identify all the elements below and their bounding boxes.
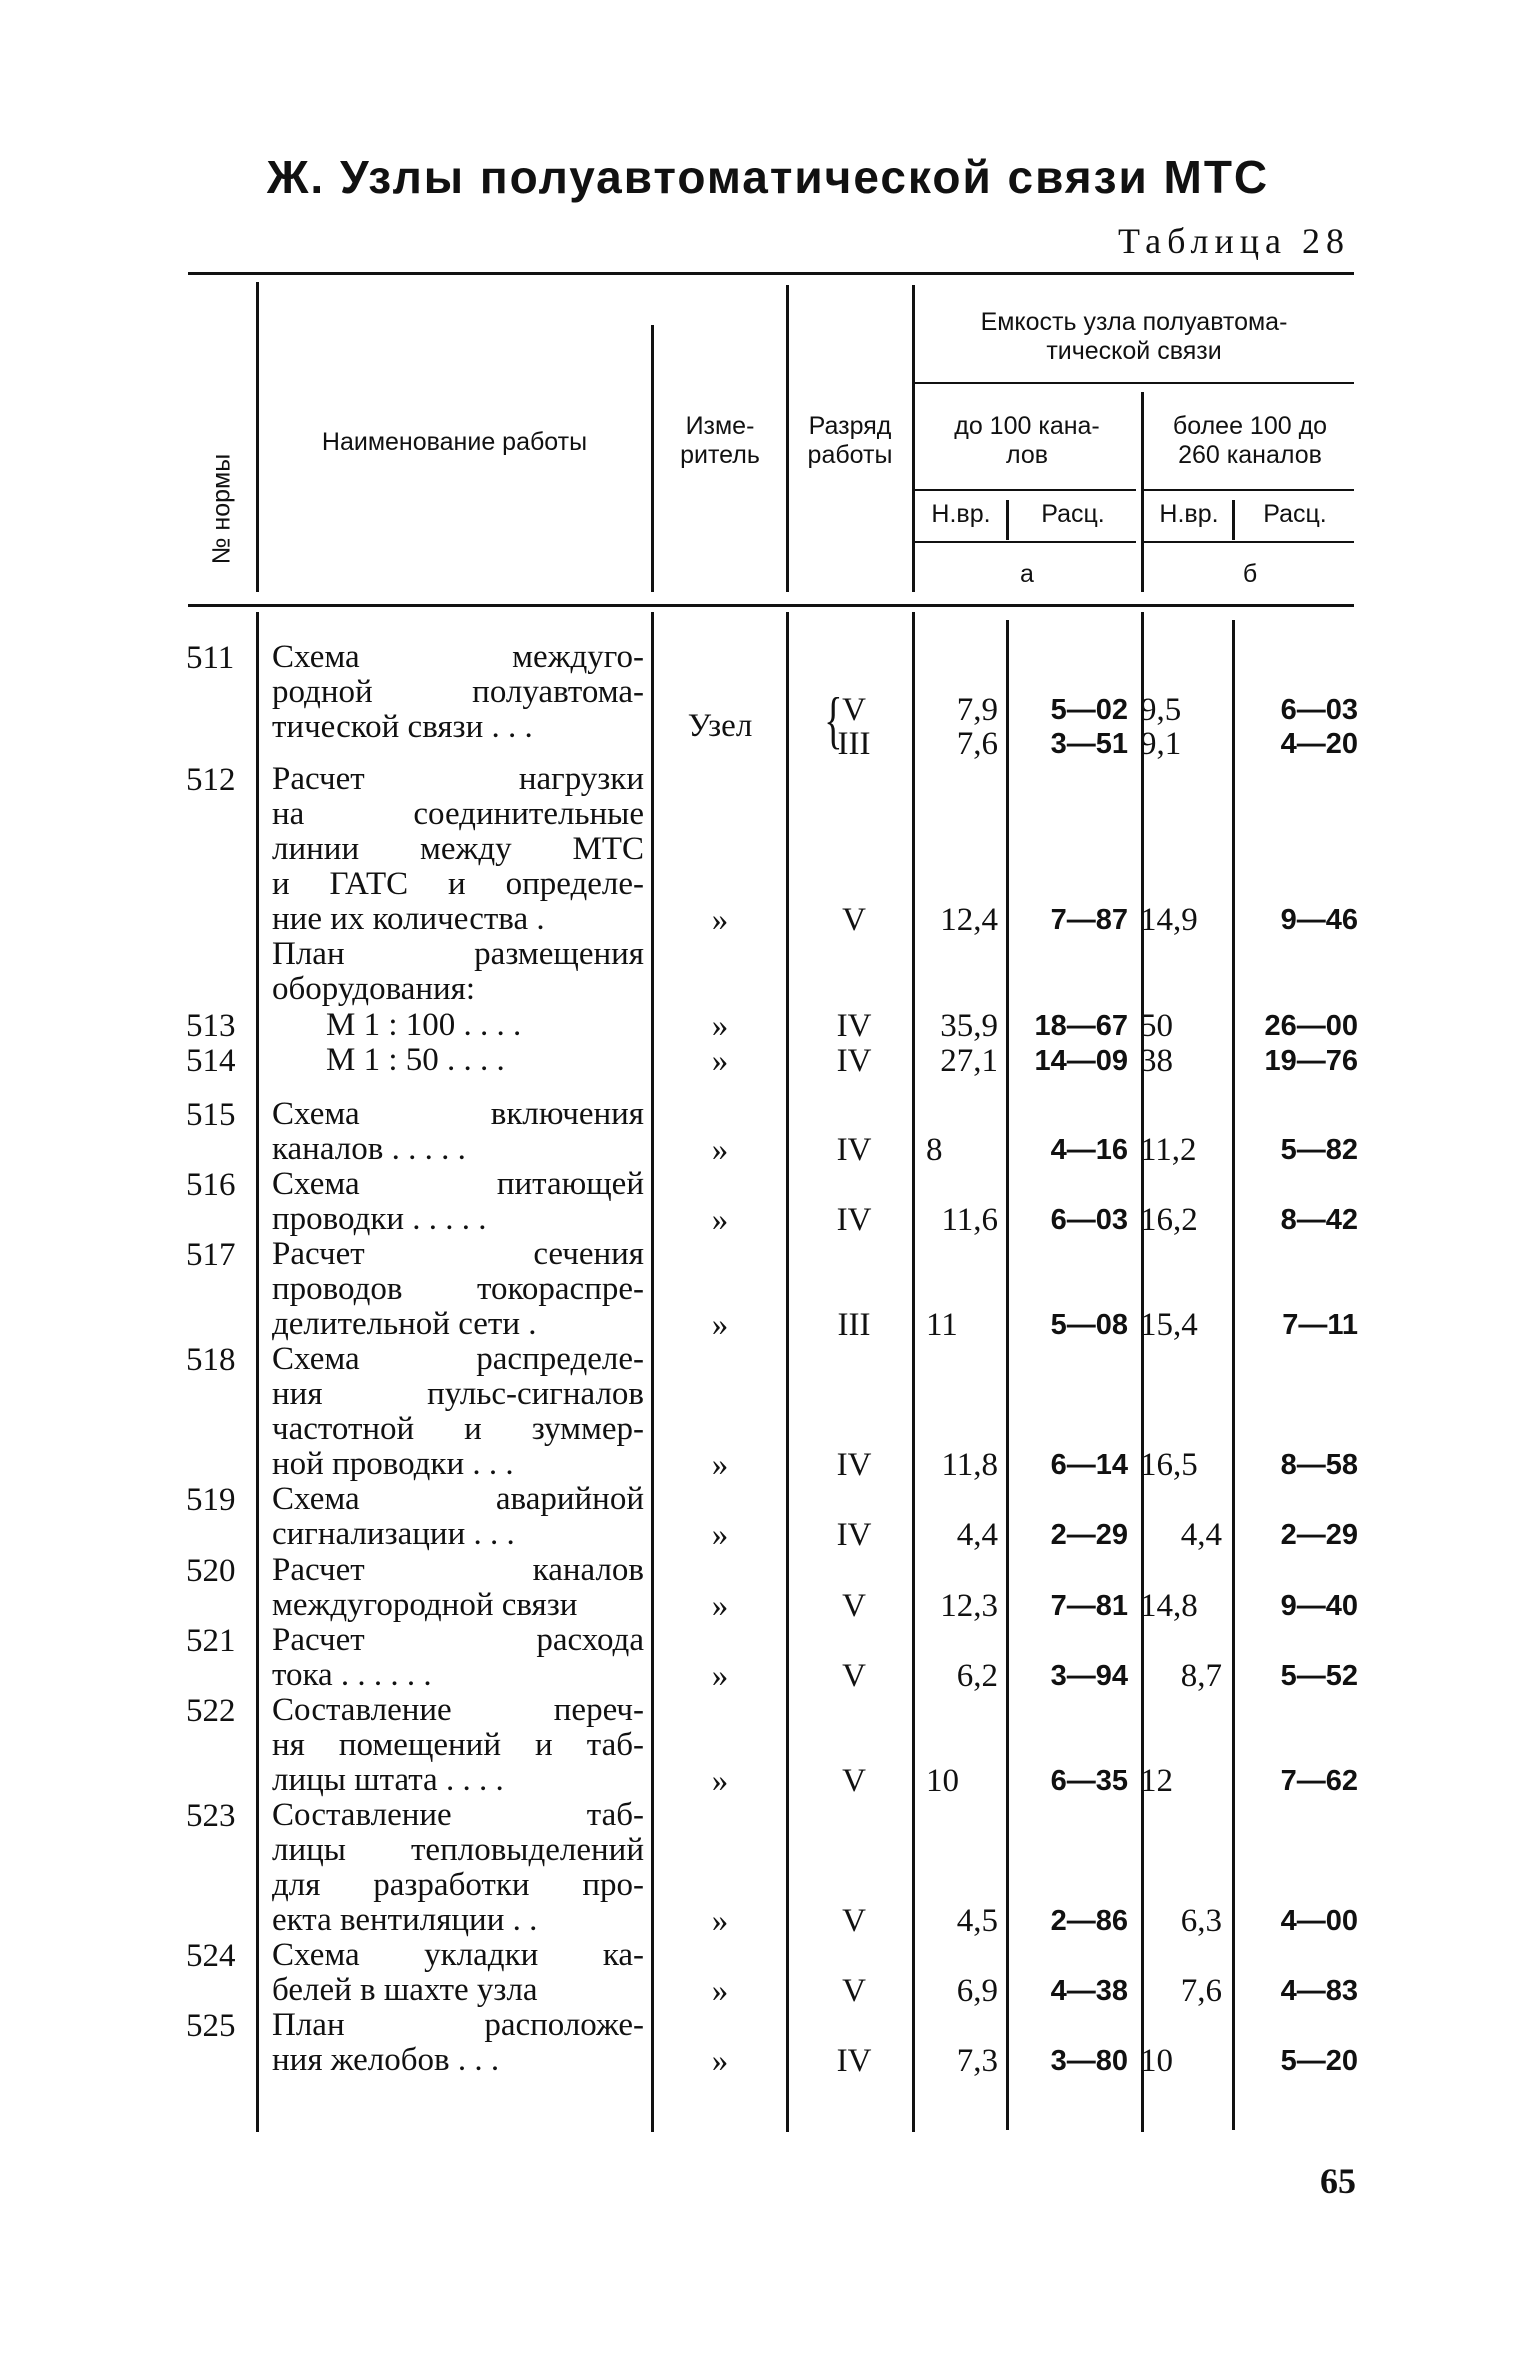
work-name-line: для разработки про- (272, 1867, 644, 1903)
unit: » (711, 1763, 729, 1799)
unit: » (711, 1658, 729, 1694)
hdr-hline-nvr-a (914, 541, 1136, 543)
b-rasc: 5—52 (1280, 1660, 1358, 1692)
hdr-hline-capacity (914, 382, 1354, 384)
work-name-line: М 1 : 50 . . . . (326, 1042, 505, 1078)
norm-number: 518 (186, 1342, 236, 1378)
b-nvr: 16,2 (1140, 1202, 1198, 1238)
work-name-line: тической связи . . . (272, 709, 533, 745)
b-rasc: 8—42 (1280, 1204, 1358, 1236)
a-rasc: 4—16 (1050, 1134, 1128, 1166)
grade: III (837, 1307, 871, 1343)
work-name-line: Схема междуго- (272, 639, 644, 675)
b-rasc: 5—20 (1280, 2045, 1358, 2077)
body-vline-1 (256, 612, 259, 2132)
a-nvr: 4,4 (956, 1517, 998, 1553)
a-nvr: 11 (926, 1307, 958, 1343)
unit: » (711, 1973, 729, 2009)
b-nvr: 12 (1140, 1763, 1173, 1799)
unit: » (711, 1008, 729, 1044)
grade: V (842, 692, 866, 728)
header-work-name: Наименование работы (321, 428, 588, 456)
a-rasc: 7—87 (1050, 904, 1128, 936)
a-rasc: 7—81 (1050, 1590, 1128, 1622)
work-name-line: М 1 : 100 . . . . (326, 1007, 522, 1043)
unit: » (711, 1202, 729, 1238)
a-nvr: 10 (926, 1763, 959, 1799)
grade: V (842, 1658, 866, 1694)
header-group-a: до 100 кана- лов (954, 412, 1100, 469)
b-rasc: 26—00 (1264, 1010, 1358, 1042)
a-nvr: 7,3 (956, 2043, 998, 2079)
work-name-line: Расчет нагрузки (272, 761, 644, 797)
a-nvr: 27,1 (940, 1043, 998, 1079)
a-nvr: 4,5 (956, 1903, 998, 1939)
body-vline-7 (1232, 620, 1235, 2130)
grade: IV (836, 1132, 872, 1168)
a-rasc: 6—03 (1050, 1204, 1128, 1236)
grade: IV (836, 1202, 872, 1238)
grade: V (842, 1973, 866, 2009)
a-rasc: 5—08 (1050, 1309, 1128, 1341)
b-nvr: 9,5 (1140, 692, 1182, 728)
norm-number: 524 (186, 1938, 236, 1974)
header-grade: Разряд работы (807, 412, 893, 469)
work-name-line: Составление таб- (272, 1797, 644, 1833)
work-name-line: План расположе- (272, 2007, 644, 2043)
work-name-line: лицы штата . . . . (272, 1762, 504, 1798)
work-name-line: ния пульс-сигналов (272, 1376, 644, 1412)
b-nvr: 14,8 (1140, 1588, 1198, 1624)
b-nvr: 16,5 (1140, 1447, 1198, 1483)
work-name-line: родной полуавтома- (272, 674, 644, 710)
hdr-hline-groups-a (914, 489, 1136, 491)
hdr-hline-nvr-b (1144, 541, 1354, 543)
work-name-line: Схема питающей (272, 1166, 644, 1202)
header-a-nvr: Н.вр. (931, 500, 991, 528)
grade: V (842, 1903, 866, 1939)
a-rasc: 18—67 (1034, 1010, 1128, 1042)
work-name-line: Расчет каналов (272, 1552, 644, 1588)
a-rasc: 5—02 (1050, 694, 1128, 726)
unit: » (711, 1447, 729, 1483)
header-group-b: более 100 до 260 каналов (1172, 412, 1328, 469)
unit: » (711, 2043, 729, 2079)
hdr-vline-2 (651, 325, 654, 592)
work-name-line: междугородной связи (272, 1587, 578, 1623)
norm-number: 520 (186, 1553, 236, 1589)
a-nvr: 8 (926, 1132, 943, 1168)
b-nvr: 14,9 (1140, 902, 1198, 938)
b-nvr: 8,7 (1180, 1658, 1222, 1694)
hdr-vline-6 (1006, 500, 1009, 540)
section-title: Ж. Узлы полуавтоматической связи МТС (266, 151, 1270, 203)
work-name-line: Схема включения (272, 1096, 644, 1132)
grade: V (842, 902, 866, 938)
b-rasc: 5—82 (1280, 1134, 1358, 1166)
b-nvr: 9,1 (1140, 726, 1182, 762)
a-nvr: 6,2 (956, 1658, 998, 1694)
a-rasc: 4—38 (1050, 1975, 1128, 2007)
a-rasc: 14—09 (1034, 1045, 1128, 1077)
norm-number: 515 (186, 1097, 236, 1133)
hdr-vline-1 (256, 282, 259, 592)
work-name-line: ной проводки . . . (272, 1446, 514, 1482)
b-rasc: 6—03 (1280, 694, 1358, 726)
work-name-line: оборудования: (272, 971, 476, 1007)
norm-number: 521 (186, 1623, 236, 1659)
table-number: Таблица 28 (1118, 221, 1350, 261)
work-name-line: Схема укладки ка- (272, 1937, 644, 1973)
b-rasc: 9—40 (1280, 1590, 1358, 1622)
norm-number: 523 (186, 1798, 236, 1834)
work-name-line: каналов . . . . . (272, 1131, 466, 1167)
grade: IV (836, 1043, 872, 1079)
b-nvr: 4,4 (1180, 1517, 1222, 1553)
b-rasc: 7—11 (1282, 1309, 1358, 1341)
a-rasc: 3—80 (1050, 2045, 1128, 2077)
b-nvr: 50 (1140, 1008, 1173, 1044)
hdr-vline-3 (786, 285, 789, 592)
header-b-nvr: Н.вр. (1159, 500, 1219, 528)
header-b-rasc: Расц. (1263, 500, 1327, 528)
unit: » (711, 1132, 729, 1168)
b-nvr: 10 (1140, 2043, 1173, 2079)
norm-number: 516 (186, 1167, 236, 1203)
a-nvr: 7,6 (956, 726, 998, 762)
grade: V (842, 1588, 866, 1624)
a-rasc: 3—94 (1050, 1660, 1128, 1692)
header-a-rasc: Расц. (1041, 500, 1105, 528)
norm-number: 522 (186, 1693, 236, 1729)
page-number: 65 (1320, 2161, 1356, 2201)
work-name-line: и ГАТС и определе- (272, 866, 644, 902)
work-name-line: на соединительные (272, 796, 644, 832)
b-rasc: 4—00 (1280, 1905, 1358, 1937)
work-name-line: ния желобов . . . (272, 2042, 500, 2078)
work-name-line: белей в шахте узла (272, 1972, 538, 2008)
work-name-line: Расчет сечения (272, 1236, 644, 1272)
work-name-line: лицы тепловыделений (272, 1832, 644, 1868)
work-name-line: План размещения (272, 936, 644, 972)
norm-number: 512 (186, 762, 236, 798)
b-nvr: 6,3 (1180, 1903, 1222, 1939)
norm-number: 513 (186, 1008, 236, 1044)
header-top-rule (188, 272, 1354, 275)
work-name-line: ние их количества . (272, 901, 545, 937)
unit: » (711, 1588, 729, 1624)
b-rasc: 2—29 (1280, 1519, 1358, 1551)
body-vline-2 (651, 612, 654, 2132)
work-name-line: екта вентиляции . . (272, 1902, 538, 1938)
b-nvr: 11,2 (1140, 1132, 1197, 1168)
header-capacity: Емкость узла полуавтома- тической связи (980, 308, 1288, 365)
hdr-vline-7 (1232, 500, 1235, 540)
unit: » (711, 1517, 729, 1553)
b-rasc: 19—76 (1264, 1045, 1358, 1077)
b-rasc: 8—58 (1280, 1449, 1358, 1481)
a-rasc: 6—35 (1050, 1765, 1128, 1797)
grade: V (842, 1763, 866, 1799)
norm-number: 511 (186, 640, 235, 676)
grade: IV (836, 1447, 872, 1483)
b-nvr: 38 (1140, 1043, 1173, 1079)
a-nvr: 12,3 (940, 1588, 998, 1624)
grade: III (837, 726, 871, 762)
a-rasc: 2—86 (1050, 1905, 1128, 1937)
b-nvr: 7,6 (1180, 1973, 1222, 2009)
b-rasc: 4—83 (1280, 1975, 1358, 2007)
b-rasc: 4—20 (1280, 728, 1358, 760)
work-name-line: сигнализации . . . (272, 1516, 515, 1552)
a-nvr: 11,8 (941, 1447, 998, 1483)
grade: IV (836, 2043, 872, 2079)
a-nvr: 11,6 (941, 1202, 998, 1238)
a-rasc: 2—29 (1050, 1519, 1128, 1551)
b-rasc: 7—62 (1280, 1765, 1358, 1797)
norm-number: 514 (186, 1043, 236, 1079)
a-nvr: 6,9 (956, 1973, 998, 2009)
body-vline-3 (786, 612, 789, 2132)
header-label-a: а (1020, 560, 1034, 588)
unit: Узел (687, 708, 753, 744)
work-name-line: проводов токораспре- (272, 1271, 644, 1307)
unit: » (711, 1043, 729, 1079)
work-name-line: ня помещений и таб- (272, 1727, 644, 1763)
work-name-line: тока . . . . . . (272, 1657, 432, 1693)
hdr-hline-groups-b (1144, 489, 1354, 491)
work-name-line: Схема аварийной (272, 1481, 644, 1517)
work-name-line: частотной и зуммер- (272, 1411, 644, 1447)
a-rasc: 6—14 (1050, 1449, 1128, 1481)
header-bottom-rule (188, 604, 1354, 607)
norm-number: 517 (186, 1237, 236, 1273)
work-name-line: Составление переч- (272, 1692, 644, 1728)
header-unit: Изме- ритель (680, 412, 760, 469)
a-nvr: 35,9 (940, 1008, 998, 1044)
norm-number: 519 (186, 1482, 236, 1518)
header-label-b: б (1242, 560, 1258, 588)
a-rasc: 3—51 (1050, 728, 1128, 760)
work-name-line: Схема распределе- (272, 1341, 644, 1377)
work-name-line: Расчет расхода (272, 1622, 644, 1658)
unit: » (711, 902, 729, 938)
body-vline-5 (1006, 620, 1009, 2130)
work-name-line: проводки . . . . . (272, 1201, 487, 1237)
work-name-line: линии между МТС (272, 831, 644, 867)
a-nvr: 12,4 (940, 902, 998, 938)
norm-number: 525 (186, 2008, 236, 2044)
hdr-vline-4 (912, 285, 915, 592)
header-norm-no: № нормы (207, 453, 236, 565)
work-name-line: делительной сети . (272, 1306, 537, 1342)
unit: » (711, 1307, 729, 1343)
unit: » (711, 1903, 729, 1939)
b-rasc: 9—46 (1280, 904, 1358, 936)
grade: IV (836, 1008, 872, 1044)
b-nvr: 15,4 (1140, 1307, 1198, 1343)
grade: IV (836, 1517, 872, 1553)
a-nvr: 7,9 (956, 692, 998, 728)
grade-brace: { (824, 684, 843, 755)
